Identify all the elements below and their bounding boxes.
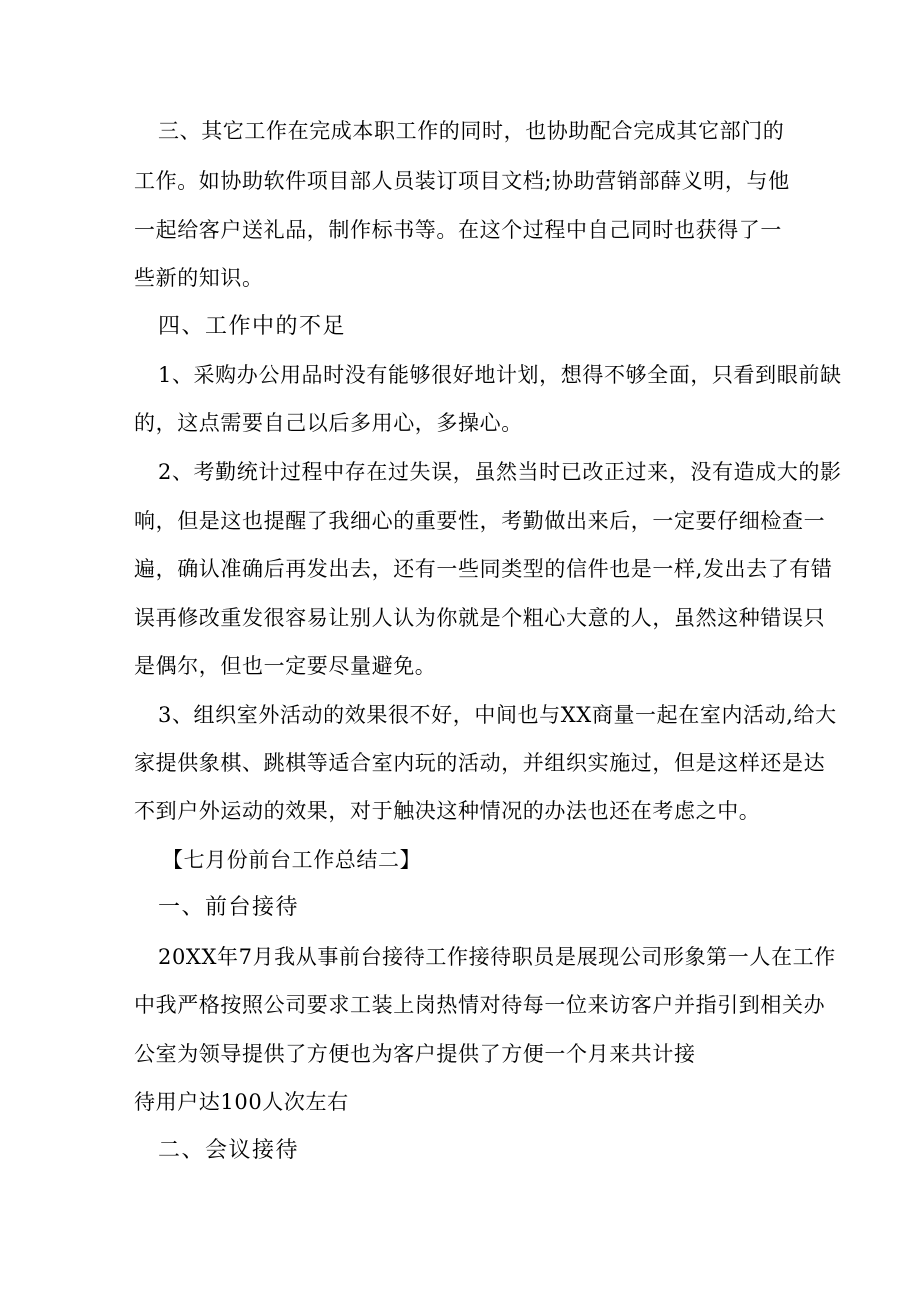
paragraph-line: 工作。如协助软件项目部人员装订项目文档;协助营销部薛义明，与他 — [134, 169, 790, 193]
paragraph-line: 20XX年7月我从事前台接待工作接待职员是展现公司形象第一人在工作 — [158, 945, 836, 969]
paragraph-line: 2、考勤统计过程中存在过失误，虽然当时已改正过来，没有造成大的影 — [158, 460, 842, 484]
paragraph-line: 遍，确认准确后再发出去，还有一些同类型的信件也是一样,发出去了有错 — [134, 557, 833, 581]
paragraph-line: 响，但是这也提醒了我细心的重要性，考勤做出来后，一定要仔细检查一 — [134, 509, 826, 533]
section-heading: 四、工作中的不足 — [158, 314, 347, 339]
paragraph-line: 误再修改重发很容易让别人认为你就是个粗心大意的人，虽然这种错误只 — [134, 606, 826, 630]
paragraph-line: 是偶尔，但也一定要尽量避免。 — [134, 654, 437, 678]
paragraph-line: 待用户达100人次左右 — [134, 1090, 349, 1114]
section-heading: 一、前台接待 — [158, 895, 300, 920]
paragraph-line: 一起给客户送礼品，制作标书等。在这个过程中自己同时也获得了一 — [134, 218, 782, 242]
paragraph-line: 中我严格按照公司要求工装上岗热情对待每一位来访客户并指引到相关办 — [134, 993, 826, 1017]
paragraph-line: 家提供象棋、跳棋等适合室内玩的活动，并组织实施过，但是这样还是达 — [134, 751, 826, 775]
paragraph-line: 的，这点需要自己以后多用心，多操心。 — [134, 411, 523, 435]
paragraph-line: 不到户外运动的效果，对于触决这种情况的办法也还在考虑之中。 — [134, 799, 761, 823]
paragraph-line: 1、采购办公用品时没有能够很好地计划，想得不够全面，只看到眼前缺 — [158, 363, 842, 387]
paragraph-line: 三、其它工作在完成本职工作的同时，也协助配合完成其它部门的 — [158, 119, 785, 143]
section-heading: 二、会议接待 — [158, 1138, 300, 1163]
paragraph-line: 3、组织室外活动的效果很不好，中间也与XX商量一起在室内活动,给大 — [158, 703, 837, 727]
paragraph-line: 公室为领导提供了方便也为客户提供了方便一个月来共计接 — [134, 1042, 696, 1066]
section-title: 【七月份前台工作总结二】 — [162, 848, 422, 872]
paragraph-line: 些新的知识。 — [134, 266, 264, 290]
